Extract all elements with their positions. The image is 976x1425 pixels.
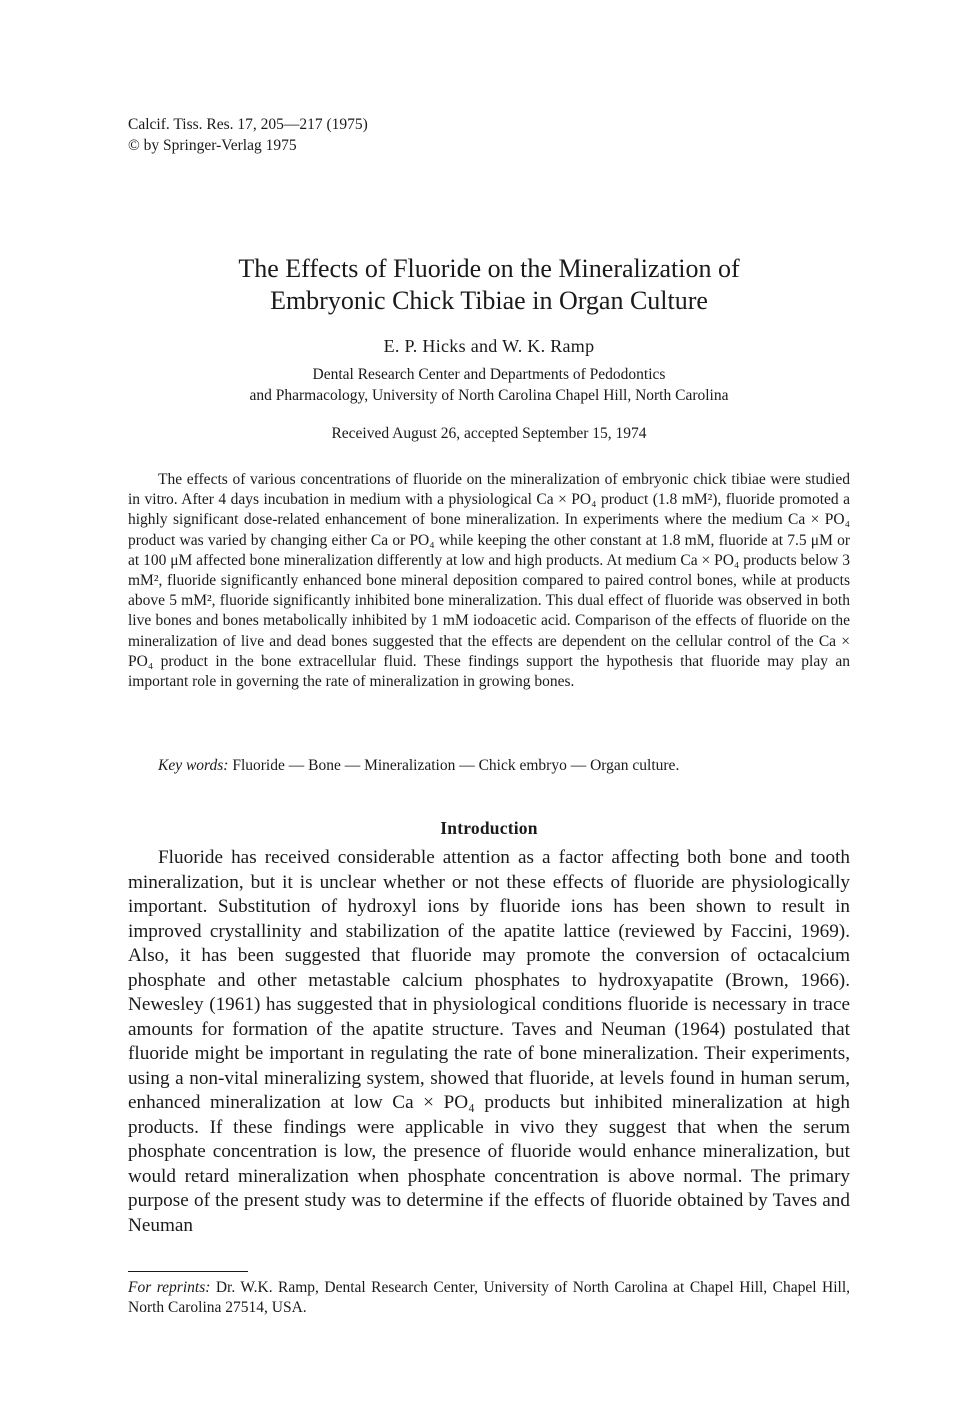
copyright-notice: © by Springer-Verlag 1975 [128, 137, 297, 154]
abstract [128, 470, 850, 692]
received-dates: Received August 26, accepted September 15, 1974 [331, 425, 647, 442]
keywords-label: Key words: [158, 757, 229, 774]
keywords-line [158, 757, 679, 775]
introduction-body [128, 846, 850, 1238]
affiliation-line-2: and Pharmacology, University of North Carolina Chapel Hill, North Carolina [249, 387, 729, 404]
footnote-text: Dr. W.K. Ramp, Dental Research Center, University of North Carolina at Chapel Hill, Chapel Hill, North Carolina 27514, USA. [128, 1279, 850, 1316]
reprint-footnote [128, 1278, 850, 1318]
affiliation [128, 364, 850, 406]
introduction-heading: Introduction [440, 818, 538, 838]
title-line-2: Embryonic Chick Tibiae in Organ Culture [270, 286, 708, 315]
affiliation-line-1: Dental Research Center and Departments of Pedodontics [312, 366, 666, 383]
title-line-1: The Effects of Fluoride on the Mineralization of [238, 254, 740, 283]
abstract-text: The effects of various concentrations of fluoride on the mineralization of embryonic chick tibiae were studied in vitro. After 4 days incubation in medium with a physiological Ca × PO₄ product (1.8 mM²), fluoride promoted a highly significant dose-related enhancement of bone mineralization. In experiments where the medium Ca × PO₄ product was varied by changing either Ca or PO₄ while keeping the other constant at 1.8 mM, fluoride at 7.5 μM or at 100 μM affected bone mineralization differently at low and high products. At medium Ca × PO₄ products below 3 mM², fluoride significantly enhanced bone mineral deposition compared to paired control bones, while at products above 5 mM², fluoride significantly inhibited bone mineralization. This dual effect of fluoride was observed in both live bones and bones metabolically inhibited by 1 mM iodoacetic acid. Comparison of the effects of fluoride on the mineralization of live and dead bones suggested that the effects are dependent on the cellular control of the Ca × PO₄ product in the bone extracellular fluid. These findings support the hypothesis that fluoride may play an important role in governing the rate of mineralization in growing bones. [128, 471, 850, 691]
keywords-list: Fluoride — Bone — Mineralization — Chick embryo — Organ culture. [232, 757, 680, 774]
author-list: E. P. Hicks and W. K. Ramp [383, 336, 595, 356]
footnote-divider [128, 1271, 248, 1272]
introduction-text: Fluoride has received considerable attention as a factor affecting both bone and tooth mineralization, but it is unclear whether or not these effects of fluoride are physiologically important. Substitution of hydroxyl ions by fluoride ions has been shown to result in improved crystallinity and stabilization of the apatite lattice (reviewed by Faccini, 1969). Also, it has been suggested that fluoride may promote the conversion of octacalcium phosphate and other metastable calcium phosphates to hydroxyapatite (Brown, 1966). Newesley (1961) has suggested that in physiological conditions fluoride is necessary in trace amounts for formation of the apatite structure. Taves and Neuman (1964) postulated that fluoride might be important in regulating the rate of bone mineralization. Their experiments, using a non-vital mineralizing system, showed that fluoride, at levels found in human serum, enhanced mineralization at low Ca × PO₄ products but inhibited mineralization at high products. If these findings were applicable in vivo they suggest that when the serum phosphate concentration is low, the presence of fluoride would enhance mineralization, but would retard mineralization when phosphate concentration is above normal. The primary purpose of the present study was to determine if the effects of fluoride obtained by Taves and Neuman [128, 847, 850, 1236]
footnote-label: For reprints: [128, 1279, 211, 1296]
journal-header [128, 114, 368, 156]
article-title [128, 253, 850, 317]
journal-citation: Calcif. Tiss. Res. 17, 205—217 (1975) [128, 116, 368, 133]
